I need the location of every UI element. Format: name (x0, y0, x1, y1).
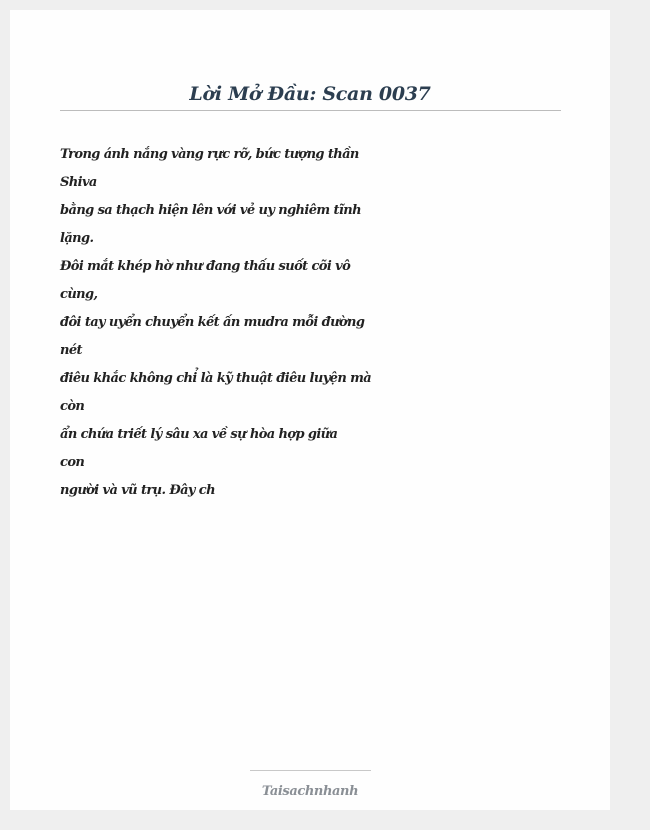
footer-divider (250, 770, 371, 771)
title-divider (60, 110, 561, 111)
body-text (60, 141, 372, 505)
text-line: con (60, 455, 85, 470)
text-line: còn (60, 399, 85, 414)
text-line: cùng, (60, 287, 98, 302)
text-line: ẩn chứa triết lý sâu xa về sự hòa hợp giữa (60, 427, 338, 442)
text-line: bằng sa thạch hiện lên với vẻ uy nghiêm tĩnh (60, 203, 361, 218)
text-line: người và vũ trụ. Đây ch (60, 483, 215, 498)
text-line: Shiva (60, 175, 97, 190)
text-line: điêu khắc không chỉ là kỹ thuật điêu luyện mà (60, 371, 372, 386)
text-line: đôi tay uyển chuyển kết ấn mudra mỗi đường (60, 315, 365, 330)
text-line: nét (60, 343, 82, 358)
document-page (10, 10, 610, 810)
page-title: Lời Mở Đầu: Scan 0037 (189, 83, 431, 105)
page-footer: Taisachnhanh (261, 784, 359, 799)
text-line: Đôi mắt khép hờ như đang thấu suốt cõi vô (60, 259, 351, 274)
text-line: Trong ánh nắng vàng rực rỡ, bức tượng thần (60, 147, 359, 162)
text-line: lặng. (60, 231, 94, 246)
